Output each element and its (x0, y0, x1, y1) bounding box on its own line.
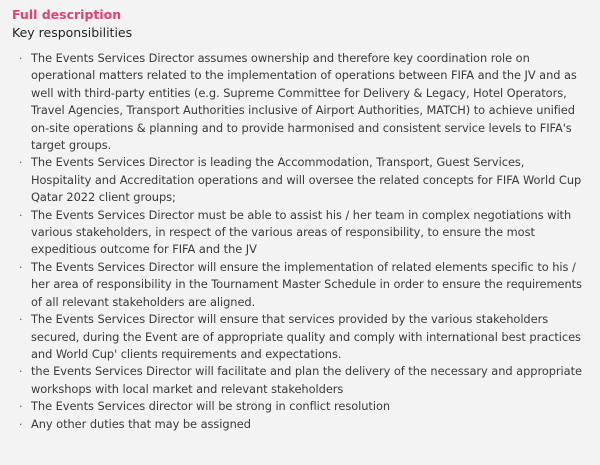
list-item-text: The Events Services Director will ensure that services provided by the various stakeholders secured, during the Event are of appropriate quality and comply with international best practices and World Cup' clients requirements and expectations. (31, 312, 581, 361)
list-item (12, 154, 587, 206)
list-item-text: The Events Services director will be strong in conflict resolution (31, 399, 391, 414)
list-item (12, 207, 587, 259)
section-title: Full description (12, 7, 122, 22)
bullet-icon: · (19, 365, 23, 379)
list-item-text: The Events Services Director must be able to assist his / her team in complex negotiations with various stakeholders, in respect of the various areas of responsibility, to ensure the most expeditious outcome for FIFA and the JV (31, 207, 572, 257)
list-item-text: The Events Services Director assumes ownership and therefore key coordination role on operational matters related to the implementation of operations between FIFA and the JV and as well with third-party entities (e.g. Supreme Committee for Delivery & Legacy, Hotel Operators, Travel Agencies, Transport Authorities inclusive of Airport Authorities, MATCH) to achieve unified on-site operations & planning and to provide harmonised and consistent service levels to FIFA's target groups. (31, 51, 577, 153)
bullet-icon: · (19, 52, 23, 65)
list-item (12, 398, 587, 415)
list-item (12, 50, 587, 154)
list-item (12, 311, 587, 363)
subheading: Key responsibilities (12, 25, 133, 40)
list-item-text: Any other duties that may be assigned (31, 416, 251, 431)
bullet-icon: · (19, 208, 23, 222)
list-item (12, 363, 587, 398)
bullet-icon: · (19, 417, 23, 431)
responsibilities-list (12, 50, 587, 433)
list-item (12, 416, 587, 433)
bullet-icon: · (19, 156, 23, 170)
list-item-text: The Events Services Director will ensure the implementation of related elements specific to his / her area of responsibility in the Tournament Master Schedule in order to ensure the requirements of all relevant stakeholders are aligned. (31, 259, 582, 309)
list-item-text: The Events Services Director is leading the Accommodation, Transport, Guest Services, Hospitality and Accreditation operations and will oversee the related concepts for FIFA World Cup Qatar 2022 client groups; (31, 155, 582, 205)
list-item-text: the Events Services Director will facilitate and plan the delivery of the necessary and appropriate workshops with local market and relevant stakeholders (31, 364, 582, 396)
bullet-icon: · (19, 260, 23, 274)
bullet-icon: · (19, 400, 23, 414)
list-item (12, 259, 587, 311)
bullet-icon: · (19, 313, 23, 327)
